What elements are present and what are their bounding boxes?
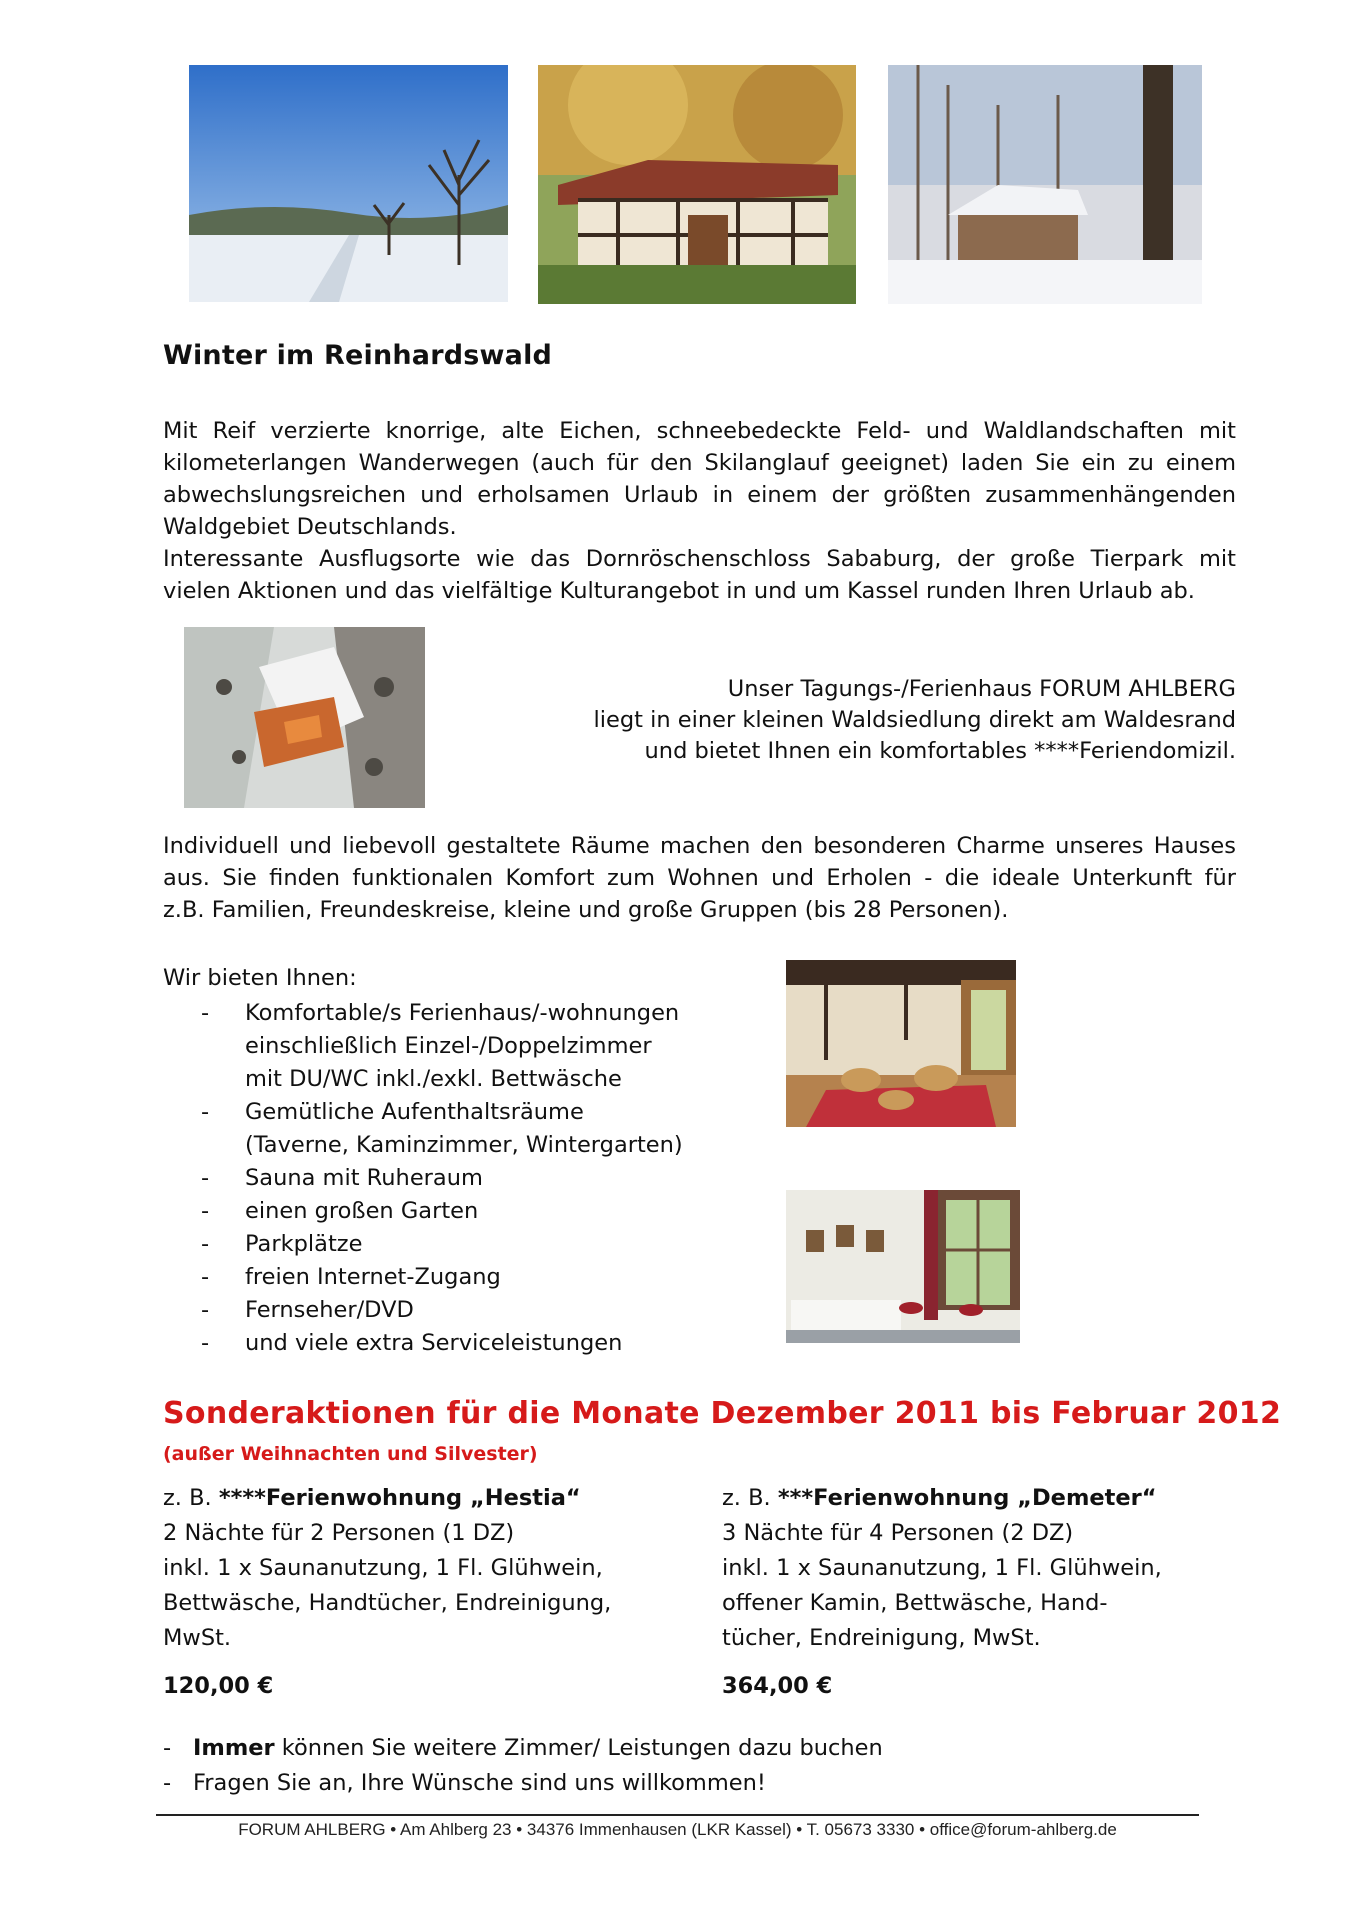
list-item-line: und viele extra Serviceleistungen bbox=[245, 1330, 623, 1356]
note-item bbox=[163, 1731, 883, 1766]
list-item-line: einen großen Garten bbox=[245, 1198, 479, 1224]
intro-line: Unser Tagungs-/Ferienhaus FORUM AHLBERG bbox=[727, 676, 1236, 702]
dash-bullet: - bbox=[201, 1165, 210, 1191]
special-subheading: (außer Weihnachten und Silvester) bbox=[163, 1443, 538, 1465]
offer-name-line bbox=[722, 1481, 1242, 1516]
offer-line: inkl. 1 x Saunanutzung, 1 Fl. Glühwein, bbox=[163, 1555, 603, 1581]
list-item-line: Parkplätze bbox=[245, 1231, 363, 1257]
offer-line: offener Kamin, Bettwäsche, Hand- bbox=[722, 1590, 1108, 1616]
intro-line: und bietet Ihnen ein komfortables ****Feriendomizil. bbox=[644, 738, 1236, 764]
paragraph-line: Waldgebiet Deutschlands. bbox=[163, 514, 457, 540]
offer-hestia bbox=[163, 1481, 683, 1704]
note-text: können Sie weitere Zimmer/ Leistungen dazu buchen bbox=[274, 1735, 883, 1761]
offer-demeter bbox=[722, 1481, 1242, 1704]
note-item bbox=[163, 1766, 883, 1801]
paragraph-line: Interessante Ausflugsorte wie das Dornröschenschloss Sababurg, der große Tierpark mit bbox=[163, 546, 1236, 572]
dash-bullet: - bbox=[201, 1297, 210, 1323]
snowy-forest-house-photo bbox=[888, 65, 1202, 304]
paragraph-line: aus. Sie finden funktionalen Komfort zum Wohnen und Erholen - die ideale Unterkunft für bbox=[163, 865, 1236, 891]
list-item bbox=[163, 1294, 723, 1327]
dash-bullet: - bbox=[163, 1735, 172, 1761]
paragraph-line: abwechslungsreichen und erholsamen Urlaub in einem der größten zusammenhängenden bbox=[163, 482, 1236, 508]
list-item-line: (Taverne, Kaminzimmer, Wintergarten) bbox=[245, 1132, 683, 1158]
list-item bbox=[163, 1096, 723, 1162]
list-item-line: Komfortable/s Ferienhaus/-wohnungen bbox=[245, 1000, 680, 1026]
footer-contact: FORUM AHLBERG • Am Ahlberg 23 • 34376 Immenhausen (LKR Kassel) • T. 05673 3330 • office@forum-ahlberg.de bbox=[238, 1820, 1117, 1839]
dash-bullet: - bbox=[201, 1231, 210, 1257]
list-item bbox=[163, 1261, 723, 1294]
intro-line: liegt in einer kleinen Waldsiedlung direkt am Waldesrand bbox=[593, 707, 1236, 733]
special-heading: Sonderaktionen für die Monate Dezember 2011 bis Februar 2012 bbox=[163, 1396, 1282, 1431]
list-item bbox=[163, 1162, 723, 1195]
offer-line: Bettwäsche, Handtücher, Endreinigung, bbox=[163, 1590, 612, 1616]
dash-bullet: - bbox=[201, 1264, 210, 1290]
living-room-photo bbox=[786, 960, 1016, 1127]
note-text: Fragen Sie an, Ihre Wünsche sind uns willkommen! bbox=[193, 1770, 766, 1796]
offer-price: 364,00 € bbox=[722, 1673, 833, 1699]
bedroom-photo bbox=[786, 1190, 1020, 1343]
feature-list bbox=[163, 997, 723, 1360]
list-item bbox=[163, 997, 723, 1096]
paragraph-line: Individuell und liebevoll gestaltete Räume machen den besonderen Charme unseres Hauses bbox=[163, 833, 1236, 859]
list-item-line: einschließlich Einzel-/Doppelzimmer bbox=[245, 1033, 652, 1059]
offer-price: 120,00 € bbox=[163, 1673, 274, 1699]
list-item-line: Sauna mit Ruheraum bbox=[245, 1165, 483, 1191]
notes-list bbox=[163, 1731, 883, 1801]
list-item-line: mit DU/WC inkl./exkl. Bettwäsche bbox=[245, 1066, 622, 1092]
winter-field-photo bbox=[189, 65, 508, 302]
dash-bullet: - bbox=[201, 1000, 210, 1026]
offer-name: ***Ferienwohnung „Demeter“ bbox=[777, 1485, 1157, 1511]
paragraph-line: Mit Reif verzierte knorrige, alte Eichen, schneebedeckte Feld- und Waldlandschaften mit bbox=[163, 418, 1236, 444]
list-item bbox=[163, 1327, 723, 1360]
aerial-winter-photo bbox=[184, 627, 425, 808]
offer-line: tücher, Endreinigung, MwSt. bbox=[722, 1625, 1041, 1651]
page-title: Winter im Reinhardswald bbox=[163, 340, 553, 371]
dash-bullet: - bbox=[163, 1770, 172, 1796]
paragraph-line: z.B. Familien, Freundeskreise, kleine und große Gruppen (bis 28 Personen). bbox=[163, 897, 1009, 923]
footer-divider bbox=[156, 1814, 1199, 1816]
paragraph-line: vielen Aktionen und das vielfältige Kulturangebot in und um Kassel runden Ihren Urlaub ab. bbox=[163, 578, 1195, 604]
offer-line: 2 Nächte für 2 Personen (1 DZ) bbox=[163, 1520, 515, 1546]
offer-intro: Wir bieten Ihnen: bbox=[163, 965, 357, 991]
paragraph-line: kilometerlangen Wanderwegen (auch für den Skilanglauf geeignet) laden Sie ein zu einem bbox=[163, 450, 1236, 476]
list-item-line: Fernseher/DVD bbox=[245, 1297, 414, 1323]
offer-prefix: z. B. bbox=[722, 1485, 778, 1511]
intro-paragraph bbox=[163, 415, 1236, 607]
offer-line: 3 Nächte für 4 Personen (2 DZ) bbox=[722, 1520, 1074, 1546]
offer-prefix: z. B. bbox=[163, 1485, 219, 1511]
note-emphasis: Immer bbox=[193, 1735, 275, 1761]
offer-name: ****Ferienwohnung „Hestia“ bbox=[218, 1485, 581, 1511]
half-timbered-house-photo bbox=[538, 65, 856, 304]
list-item-line: freien Internet-Zugang bbox=[245, 1264, 501, 1290]
dash-bullet: - bbox=[201, 1099, 210, 1125]
rooms-paragraph bbox=[163, 830, 1236, 926]
list-item-line: Gemütliche Aufenthaltsräume bbox=[245, 1099, 584, 1125]
house-intro bbox=[470, 674, 1236, 767]
offer-name-line bbox=[163, 1481, 683, 1516]
dash-bullet: - bbox=[201, 1330, 210, 1356]
dash-bullet: - bbox=[201, 1198, 210, 1224]
offer-line: MwSt. bbox=[163, 1625, 232, 1651]
list-item bbox=[163, 1195, 723, 1228]
list-item bbox=[163, 1228, 723, 1261]
offer-line: inkl. 1 x Saunanutzung, 1 Fl. Glühwein, bbox=[722, 1555, 1162, 1581]
